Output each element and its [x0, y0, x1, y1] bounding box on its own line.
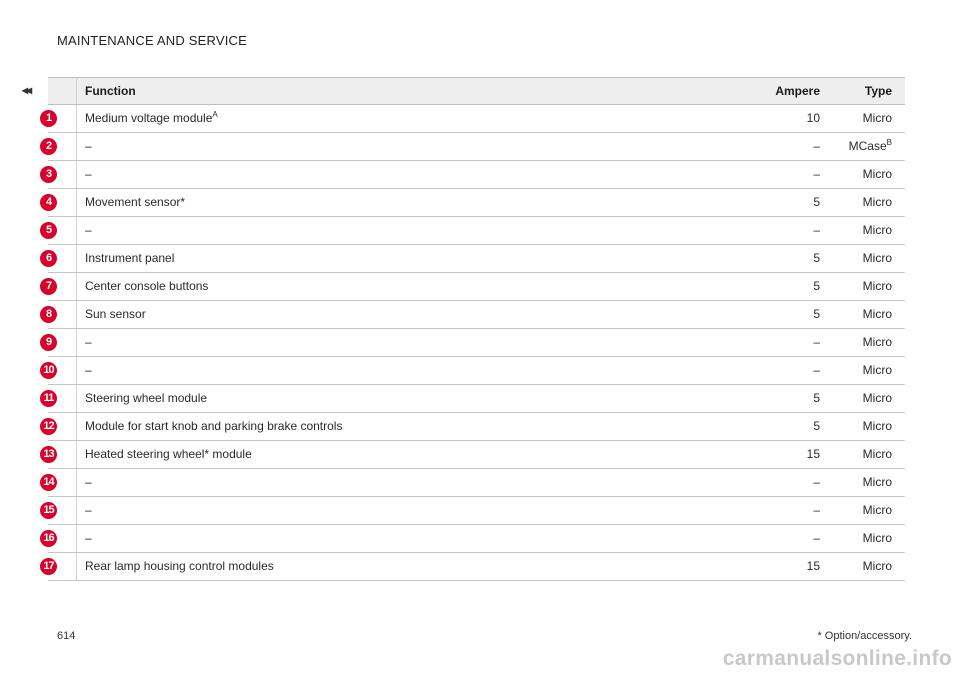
function-text: Sun sensor [85, 307, 146, 321]
function-text: Center console buttons [85, 279, 209, 293]
type-cell [828, 161, 905, 189]
function-text: – [85, 335, 92, 349]
type-cell [828, 217, 905, 245]
footnote: * Option/accessory. [817, 630, 912, 642]
type-cell [828, 497, 905, 525]
watermark: carmanualsonline.info [722, 647, 952, 670]
function-cell [77, 553, 753, 581]
fuse-number-badge: 17 [40, 558, 57, 575]
ampere-cell: 15 [752, 441, 828, 469]
type-text: Micro [862, 223, 892, 237]
ampere-cell: – [752, 329, 828, 357]
fuse-number-badge: 8 [40, 306, 57, 323]
table-row [48, 329, 905, 357]
type-column-header: Type [828, 78, 905, 105]
function-cell [77, 413, 753, 441]
fuse-number-cell [45, 105, 77, 133]
type-text: Micro [862, 531, 892, 545]
fuse-number-cell [43, 441, 77, 469]
function-cell [77, 217, 753, 245]
function-cell [77, 301, 753, 329]
function-column-header: Function [77, 78, 753, 105]
table-row [48, 385, 905, 413]
type-text: Micro [862, 419, 892, 433]
ampere-cell: 10 [752, 105, 828, 133]
ampere-cell: 5 [752, 189, 828, 217]
fuse-number-badge: 12 [40, 418, 57, 435]
fuse-number-cell [45, 273, 77, 301]
type-text: Micro [862, 251, 892, 265]
table-row [48, 105, 905, 133]
table-header-row [48, 78, 905, 105]
fuse-number-cell [45, 161, 77, 189]
ampere-cell: – [752, 497, 828, 525]
type-cell [828, 525, 905, 553]
fuse-number-cell [43, 385, 77, 413]
type-cell [828, 413, 905, 441]
fuse-number-cell [43, 525, 77, 553]
type-text: Micro [862, 195, 892, 209]
table-row [48, 357, 905, 385]
function-cell [77, 245, 753, 273]
type-text: Micro [862, 111, 892, 125]
ampere-cell: – [752, 217, 828, 245]
ampere-cell: 5 [752, 273, 828, 301]
fuse-number-badge: 3 [40, 166, 57, 183]
type-cell [828, 469, 905, 497]
ampere-cell: – [752, 133, 828, 161]
function-text: – [85, 475, 92, 489]
function-text: Instrument panel [85, 251, 175, 265]
fuse-number-badge: 6 [40, 250, 57, 267]
fuse-number-cell [45, 217, 77, 245]
function-text: – [85, 503, 92, 517]
fuse-number-badge: 2 [40, 138, 57, 155]
function-text: – [85, 139, 92, 153]
function-text: Steering wheel module [85, 391, 208, 405]
function-cell [77, 441, 753, 469]
ampere-cell: – [752, 161, 828, 189]
type-text: Micro [862, 559, 892, 573]
table-row [48, 217, 905, 245]
fuse-number-cell [43, 357, 77, 385]
ampere-cell: 5 [752, 385, 828, 413]
function-text: – [85, 363, 92, 377]
fuse-number-cell [45, 329, 77, 357]
table-row [48, 133, 905, 161]
fuse-number-cell [43, 553, 77, 581]
fuse-number-cell [43, 413, 77, 441]
type-text: Micro [862, 391, 892, 405]
function-cell [77, 133, 753, 161]
type-text: Micro [862, 307, 892, 321]
type-cell [828, 105, 905, 133]
ampere-column-header: Ampere [752, 78, 828, 105]
ampere-cell: 5 [752, 245, 828, 273]
table-row [48, 497, 905, 525]
fuse-number-badge: 7 [40, 278, 57, 295]
function-cell [77, 469, 753, 497]
type-text: Micro [862, 279, 892, 293]
type-cell [828, 441, 905, 469]
function-text: – [85, 167, 92, 181]
page-number: 614 [57, 630, 76, 642]
function-cell [77, 497, 753, 525]
ampere-cell: – [752, 525, 828, 553]
type-cell [828, 553, 905, 581]
fuse-number-badge: 13 [40, 446, 57, 463]
table-row [48, 441, 905, 469]
table-row [48, 189, 905, 217]
type-cell [828, 133, 905, 161]
table-row [48, 469, 905, 497]
fuse-number-badge: 11 [40, 390, 57, 407]
fuse-number-badge: 9 [40, 334, 57, 351]
function-cell [77, 105, 753, 133]
type-text: Micro [862, 335, 892, 349]
function-cell [77, 161, 753, 189]
fuse-number-badge: 5 [40, 222, 57, 239]
fuse-number-cell [45, 133, 77, 161]
type-cell [828, 301, 905, 329]
ampere-cell: 5 [752, 301, 828, 329]
page-header: MAINTENANCE AND SERVICE [57, 33, 248, 48]
function-text: Movement sensor* [85, 195, 186, 209]
fuse-number-badge: 14 [40, 474, 57, 491]
fuse-number-cell [45, 301, 77, 329]
type-cell [828, 357, 905, 385]
number-column-header [48, 78, 77, 105]
function-footnote-marker: A [212, 110, 218, 119]
function-text: – [85, 531, 92, 545]
table-row [48, 245, 905, 273]
ampere-cell: 15 [752, 553, 828, 581]
table-row [48, 525, 905, 553]
type-text: MCase [848, 139, 887, 153]
type-text: Micro [862, 447, 892, 461]
type-cell [828, 329, 905, 357]
table-row [48, 273, 905, 301]
table-row [48, 413, 905, 441]
function-cell [77, 273, 753, 301]
fuse-number-badge: 4 [40, 194, 57, 211]
fuse-number-cell [43, 469, 77, 497]
type-text: Micro [862, 167, 892, 181]
back-arrows-icon[interactable]: ◂◂ [22, 83, 31, 97]
ampere-cell: – [752, 357, 828, 385]
function-cell [77, 525, 753, 553]
fuse-number-cell [45, 245, 77, 273]
type-footnote-marker: B [886, 138, 892, 147]
type-cell [828, 273, 905, 301]
type-text: Micro [862, 363, 892, 377]
type-cell [828, 385, 905, 413]
function-text: Medium voltage module [85, 111, 213, 125]
fuse-number-badge: 15 [40, 502, 57, 519]
ampere-cell: 5 [752, 413, 828, 441]
fuse-number-badge: 10 [40, 362, 57, 379]
fuse-number-badge: 16 [40, 530, 57, 547]
type-cell [828, 189, 905, 217]
function-text: Heated steering wheel* module [85, 447, 252, 461]
function-text: Rear lamp housing control modules [85, 559, 274, 573]
type-text: Micro [862, 503, 892, 517]
fuse-table [43, 77, 905, 581]
ampere-cell: – [752, 469, 828, 497]
fuse-number-cell [43, 497, 77, 525]
table-row [48, 553, 905, 581]
type-text: Micro [862, 475, 892, 489]
function-text: Module for start knob and parking brake controls [85, 419, 343, 433]
type-cell [828, 245, 905, 273]
function-cell [77, 357, 753, 385]
function-cell [77, 329, 753, 357]
table-row [48, 301, 905, 329]
function-text: – [85, 223, 92, 237]
function-cell [77, 189, 753, 217]
fuse-number-badge: 1 [40, 110, 57, 127]
function-cell [77, 385, 753, 413]
fuse-number-cell [45, 189, 77, 217]
table-row [48, 161, 905, 189]
